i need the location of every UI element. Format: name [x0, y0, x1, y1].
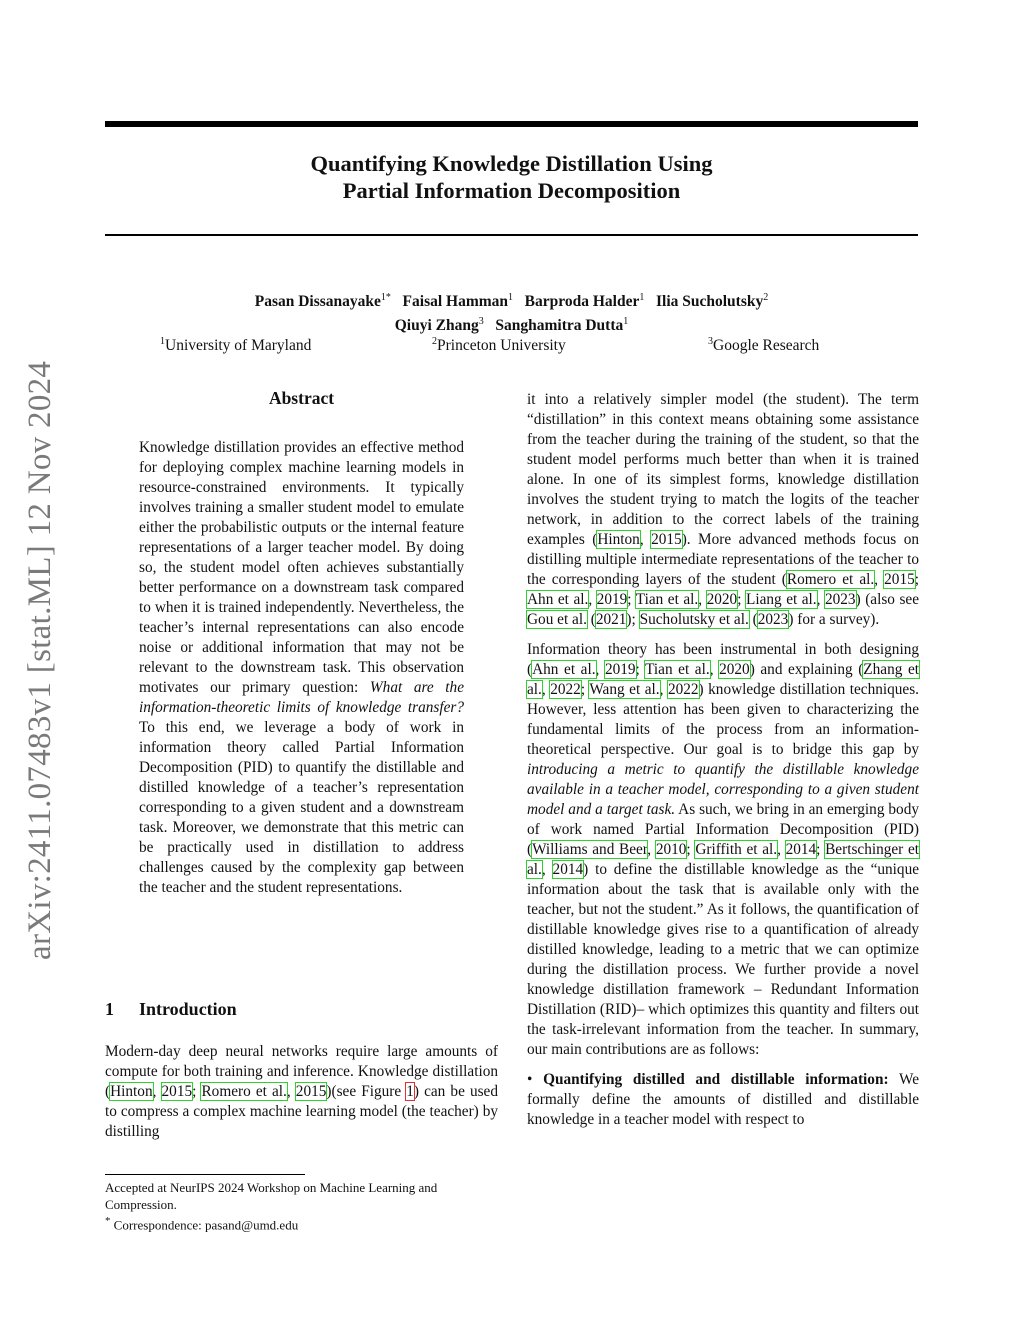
affiliation: $^3$Google Research — [708, 336, 820, 355]
author-name: Faisal Hamman — [402, 293, 509, 311]
citation-link[interactable]: 2022 — [550, 681, 581, 698]
section-heading-introduction: 1 Introduction — [105, 999, 237, 1019]
author-affil-mark: 1 — [623, 316, 629, 328]
citation-link[interactable]: 2022 — [667, 681, 699, 698]
author-affil-mark: 2 — [763, 292, 769, 303]
abstract-body: Knowledge distillation provides an effective method for deploying complex machine learning models in resource-constrained environments. It typically involves training a smaller student model to emulate either the probabilistic outputs or the internal feature representations of a larger teacher model. By doing so, the student model often achieves substantially better performance on a downstream task compared to when it is trained independently. Nevertheless, the teacher’s internal representations can also encode noise or additional information that may not be relevant to the downstream task. This observation motivates our primary question: What are the information-theoretic limits of knowledge transfer? To this end, we leverage a body of work in information theory called Partial Information Decomposition (PID) to quantify the distillable and distilled knowledge of a teacher’s representation corresponding to a given student and a downstream task. Moreover, we demonstrate that this metric can be practically used in distillation to address challenges caused by the complexity gap between the teacher and the student representations. — [139, 439, 464, 896]
paragraph: it into a relatively simpler model (the student). The term “distillation” in this context means obtaining some assistance from the teacher during the training of the student, so that the student model performs much better than when it is trained alone. In one of its simplest forms, knowledge distillation involves the student trying to match the logits of the teacher network, in addition to the correct labels of the training examples (Hinton, 2015). More advanced methods focus on distilling multiple intermediate representations of the teacher to the corresponding layers of the student (Romero et al., 2015; Ahn et al., 2019; Tian et al., 2020; Liang et al., 2023) (also see Gou et al. (2021); Sucholutsky et al. (2023) for a survey). — [527, 391, 919, 628]
abstract-heading: Abstract — [268, 388, 335, 408]
footnote-rule — [105, 1174, 305, 1175]
citation-link[interactable]: 2015 — [651, 531, 682, 548]
author-affil-mark: 3 — [478, 316, 484, 328]
citation-link[interactable]: Williams and Beer — [532, 841, 648, 858]
intro-paragraph: Modern-day deep neural networks require large amounts of compute for both training and inference. Knowledge distillation (Hinton, 2015; Romero et al., 2015)(see Figure 1) can be used to compress a complex machine learning model (the teacher) by distilling — [105, 1043, 498, 1140]
arxiv-watermark: arXiv:2411.07483v1 [stat.ML] 12 Nov 2024 — [22, 360, 58, 960]
author-name: Qiuyi Zhang — [394, 317, 479, 335]
citation-link[interactable]: 2020 — [719, 661, 750, 678]
title-line-1: Quantifying Knowledge Distillation Using — [310, 151, 713, 176]
citation-link[interactable]: Hinton — [597, 531, 640, 548]
affiliation: $^2$Princeton University — [432, 336, 566, 355]
right-column — [527, 390, 919, 1140]
citation-link[interactable]: 2015 — [295, 1083, 327, 1100]
citation-link[interactable]: Gou et al. — [527, 611, 587, 628]
author-list — [105, 288, 918, 336]
title-rule-bottom — [105, 234, 918, 236]
citation-link[interactable]: Liang et al. — [745, 591, 817, 608]
citation-link[interactable]: 2015 — [161, 1083, 193, 1100]
author-affil-mark: 1 — [508, 292, 514, 303]
citation-link[interactable]: Sucholutsky et al. — [639, 611, 749, 628]
citation-link[interactable]: Zhang et al. — [527, 661, 919, 698]
author-affil-mark: 1 — [639, 292, 645, 303]
footnote-correspondence: * Correspondence: pasand@umd.edu — [105, 1215, 299, 1233]
title-rule-top — [105, 121, 918, 127]
citation-link[interactable]: 2023 — [757, 611, 789, 628]
footnotes — [105, 1180, 505, 1234]
paper-title — [105, 150, 918, 204]
bullet-mark: • — [527, 1071, 533, 1088]
citation-link[interactable]: Romero et al. — [786, 571, 875, 588]
citation-link[interactable]: 2019 — [604, 661, 636, 678]
citation-link[interactable]: 2021 — [595, 611, 627, 628]
citation-link[interactable]: Ahn et al. — [527, 591, 589, 608]
citation-link[interactable]: Griffith et al. — [695, 841, 778, 858]
author-name: Sanghamitra Dutta — [495, 317, 624, 335]
citation-link[interactable]: 2010 — [655, 841, 687, 858]
figure-link[interactable]: 1 — [406, 1083, 414, 1100]
title-line-2: Partial Information Decomposition — [342, 178, 681, 203]
citation-link[interactable]: 2015 — [884, 571, 915, 588]
author-name: Barproda Halder — [524, 293, 640, 311]
citation-link[interactable]: Romero et al. — [201, 1083, 287, 1100]
contribution-bullet: • Quantifying distilled and distillable information: We formally define the amounts of distilled and distillable knowledge in a teacher model with respect to — [527, 1071, 919, 1128]
citation-link[interactable]: Ahn et al. — [532, 661, 596, 678]
emphasis-goal: introducing a metric to quantify the distillable knowledge available in a teacher model, corresponding to a given student model and a target task. — [527, 761, 919, 818]
author-name: Ilia Sucholutsky — [655, 293, 764, 311]
citation-link[interactable]: 2014 — [785, 841, 817, 858]
citation-link[interactable]: Wang et al. — [589, 681, 660, 698]
citation-link[interactable]: Bertschinger et al. — [527, 841, 919, 878]
citation-link[interactable]: 2014 — [552, 861, 584, 878]
citation-link[interactable]: Tian et al. — [635, 591, 699, 608]
citation-link[interactable]: Hinton — [110, 1083, 153, 1100]
author-name: Pasan Dissanayake — [254, 293, 381, 311]
abstract-question: What are the information-theoretic limits of knowledge transfer? — [139, 679, 464, 716]
footnote-venue: Accepted at NeurIPS 2024 Workshop on Machine Learning and Compression. — [105, 1180, 438, 1212]
citation-link[interactable]: 2020 — [706, 591, 738, 608]
author-affil-mark: 1* — [380, 292, 391, 303]
paragraph: Information theory has been instrumental in both designing (Ahn et al., 2019; Tian et al., 2020) and explaining (Zhang et al., 2022; Wang et al., 2022) knowledge distillation techniques. However, less attention has been given to characterizing the fundamental limits of the process from an information-theoretical perspective. Our goal is to bridge this gap by introducing a metric to quantify the distillable knowledge available in a teacher model, corresponding to a given student model and a target task. As such, we bring in an emerging body of work named Partial Information Decomposition (PID) (Williams and Beer, 2010; Griffith et al., 2014; Bertschinger et al., 2014) to define the distillable knowledge as the “unique information about the task that is available only with the teacher, but not the student.” As it follows, the quantification of distillable knowledge gives rise to a quantification of already distilled knowledge, leading to a metric that we can optimize during the distillation process. We further provide a novel knowledge distillation framework – Redundant Information Distillation (RID)– which optimizes this quantity and filters out the task-irrelevant information from the teacher. In summary, our main contributions are as follows: — [527, 641, 920, 1058]
citation-link[interactable]: Tian et al. — [645, 661, 710, 678]
citation-link[interactable]: 2019 — [596, 591, 628, 608]
citation-link[interactable]: 2023 — [824, 591, 856, 608]
affiliation: $^1$University of Maryland — [160, 336, 312, 355]
